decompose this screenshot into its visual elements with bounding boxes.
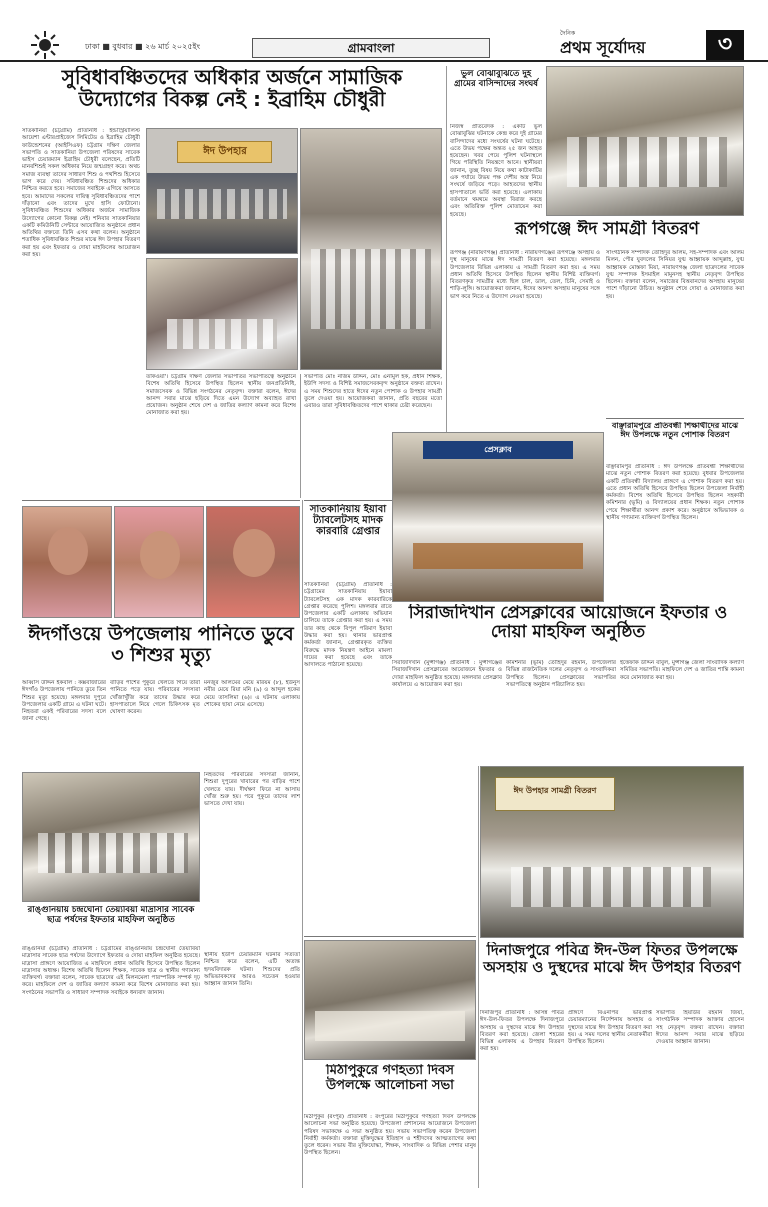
story6-col5: স্থানীয় ইউপি চেয়ারম্যান ঘটনার সত্যতা নিশ্চিত করে বলেন, এটি অত্যন্ত হৃদয়বিদারক ঘটনা। শিশুদের প্রতি অভিভাবকদের আরও সচেতন হওয়ার আহ্বান জানান তিনি। xyxy=(204,952,300,988)
photo-eid-gift-children xyxy=(146,128,298,254)
photo-dinajpur-gift-distribution xyxy=(480,766,744,938)
photo-mithapukur-meeting xyxy=(304,940,476,1060)
section-divider xyxy=(304,936,476,937)
masthead xyxy=(0,0,768,62)
headline-story5: সাতকানিয়ায় ইয়াবা ট্যাবলেটসহ মাদক কারবারি গ্রেপ্তার xyxy=(309,504,387,538)
headline-story9: মিঠাপুকুরে গণহত্যা দিবস উপলক্ষে আলোচনা সভা xyxy=(326,1064,454,1093)
page-number: ৩ xyxy=(706,30,744,60)
story5-body: সাতকানিয়া (চট্টগ্রাম) প্রতিনিধি : চট্টগ্রামের সাতকানিয়ায় ইয়াবা ট্যাবলেটসহ এক মাদক কারবারিকে গ্রেপ্তার করেছে পুলিশ। মঙ্গলবার রাতে উপজেলার একটি এলাকায় অভিযান চালিয়ে তাকে গ্রেপ্তার করা হয়। এ সময় তার কাছ থেকে বিপুল পরিমাণ ইয়াবা উদ্ধার করা হয়। থানার ভারপ্রাপ্ত কর্মকর্তা জানান, গ্রেপ্তারকৃত ব্যক্তির বিরুদ্ধে মাদক নিয়ন্ত্রণ আইনে মামলা দায়ের করা হয়েছে এবং তাকে আদালতে পাঠানো হয়েছে। xyxy=(304,582,392,669)
headline-story3: রূপগঞ্জে ঈদ সামগ্রী বিতরণ xyxy=(514,220,700,239)
headline-story8: সিরাজদিখান প্রেসক্লাবের আয়োজনে ইফতার ও দোয়া মাহফিল অনুষ্ঠিত xyxy=(408,604,728,643)
story3-col2: সাংগঠনিক সম্পাদক তৌহিদুর আলম, সহ-সম্পাদক এবং আলম মিলন, পৌর যুবদলের সিনিয়র যুগ্ম আহ্বায়ক আব্দুল্লাহ, যুগ্ম আহ্বায়ক মোস্তফা মিয়া, নারায়ণগঞ্জ জেলা ছাত্রদলের সাবেক যুগ্ম সম্পাদক ইসমাইল মামুনসহ স্থানীয় নেতৃবৃন্দ উপস্থিত ছিলেন। বক্তারা বলেন, সমাজের বিত্তবানদের অসহায় মানুষের পাশে দাঁড়ানো উচিত। অনুষ্ঠান শেষে দোয়া ও মোনাজাত করা হয়। xyxy=(606,250,744,300)
story8-col2: কমিশনার (ভূমি) তৌহিদুর রহমান, উপজেলার বিভিন্ন রাজনৈতিক দলের নেতৃবৃন্দ ও সাংবাদিকরা উপস্থিত ছিলেন। প্রেসক্লাবের সভাপতির সভাপতিত্বে অনুষ্ঠান পরিচালিত হয়। xyxy=(506,660,616,688)
story4-body: বাঞ্ছারামপুর প্রতিনিধি : ঈদ উপলক্ষে প্রতিবন্ধী শিক্ষার্থীদের মাঝে নতুন পোশাক বিতরণ করা হয়েছে। বুধবার উপজেলার একটি প্রতিবন্ধী বিদ্যালয় প্রাঙ্গণে এ পোশাক বিতরণ করা হয়। এতে প্রধান অতিথি হিসেবে উপস্থিত ছিলেন উপজেলা নির্বাহী কর্মকর্তা। বিশেষ অতিথি হিসেবে উপস্থিত ছিলেন সহকারী কমিশনার (ভূমি) ও বিদ্যালয়ের প্রধান শিক্ষক। নতুন পোশাক পেয়ে শিক্ষার্থীরা আনন্দ প্রকাশ করে। অনুষ্ঠানে অভিভাবক ও স্থানীয় গণ্যমান্য ব্যক্তিবর্গ উপস্থিত ছিলেন। xyxy=(606,464,744,522)
photo-sirajdikhan-iftar xyxy=(392,432,604,602)
story1-col3: সভাপতি মোঃ নজিম উদ্দিন, মোঃ এনামুল হক, প্রধান শিক্ষক, ইউপি সদস্য ও বিশিষ্ট সমাজসেবকবৃন্দ অনুষ্ঠানে বক্তব্য রাখেন। এ সময় শিশুদের হাতে ঈদের নতুন পোশাক ও উপহার সামগ্রী তুলে দেওয়া হয়। আয়োজকরা জানান, প্রতি বছরের মতো এবারও তারা সুবিধাবঞ্চিতদের পাশে থাকার চেষ্টা করেছেন। xyxy=(304,374,442,410)
photo-child-2 xyxy=(114,506,204,618)
headline-story1: সুবিধাবঞ্চিতদের অধিকার অর্জনে সামাজিক উদ্যোগের বিকল্প নেই : ইব্রাহিম চৌধুরী xyxy=(61,66,403,112)
press-banner-text: প্রেসক্লাব xyxy=(484,445,512,454)
story6-col2: বাড়ির পাশের পুকুরে খেলতে গিয়ে তারা পানিতে পড়ে যায়। পরিবারের সদস্যরা খোঁজাখুঁজি করে তাদের উদ্ধার করে হাসপাতালে নিয়ে গেলে চিকিৎসক মৃত ঘোষণা করেন। xyxy=(110,680,200,716)
story6-col1: আব্বাস উদ্দিন ইকবাল : কক্সবাজারের ঈদগাঁও উপজেলায় পানিতে ডুবে তিন শিশুর মৃত্যু হয়েছে। মঙ্গলবার দুপুরে উপজেলার একটি গ্রামে এ ঘটনা ঘটে। নিহতরা একই পরিবারের সদস্য বলে জানা গেছে। xyxy=(22,680,106,723)
headline-story10: দিনাজপুরে পবিত্র ঈদ-উল ফিতর উপলক্ষে অসহায় ও দুস্থদের মাঝে ঈদ উপহার বিতরণ xyxy=(483,942,741,976)
dateline: ঢাকা ■ বুধবার ■ ২৬ মার্চ ২০২৫ইং xyxy=(85,42,201,51)
story7-body: রাঙ্গুনিয়া (চট্টগ্রাম) প্রতিনিধি : চট্টগ্রামের রাঙ্গুনিয়ায় চন্দ্রঘোনা তৈয়্যবিয়া মাদ্রাসার সাবেক ছাত্র পর্ষদের উদ্যোগে ইফতার ও দোয়া মাহফিল অনুষ্ঠিত হয়েছে। মাদ্রাসা প্রাঙ্গণে আয়োজিত এ মাহফিলে প্রধান অতিথি হিসেবে উপস্থিত ছিলেন মাদ্রাসার অধ্যক্ষ। বিশেষ অতিথি ছিলেন শিক্ষক, সাবেক ছাত্র ও স্থানীয় গণ্যমান্য ব্যক্তিবর্গ। বক্তারা বলেন, সাবেক ছাত্রদের এই মিলনমেলা পারস্পরিক সম্পর্ক দৃঢ় করে। মাহফিলে দেশ ও জাতির কল্যাণ কামনা করে বিশেষ মোনাজাত করা হয়। সংগঠনের সভাপতি ও সাধারণ সম্পাদক সবাইকে ধন্যবাদ জানান। xyxy=(22,946,200,996)
story10-col2: প্রাঙ্গণে বিএনপির ভারপ্রাপ্ত চেয়ারম্যানের নির্দেশনায় অসহায় ও দুস্থদের মাঝে ঈদ উপহার বিতরণ করা হয়। এ সময় দলের স্থানীয় নেতাকর্মীরা উপস্থিত ছিলেন। xyxy=(568,1010,652,1046)
story3-col1: রূপগঞ্জ (নারায়ণগঞ্জ) প্রতিনিধি : নারায়ণগঞ্জের রূপগঞ্জে অসহায় ও দুস্থ মানুষের মাঝে ঈদ সামগ্রী বিতরণ করা হয়েছে। মঙ্গলবার উপজেলার বিভিন্ন এলাকায় এ সামগ্রী বিতরণ করা হয়। এ সময় প্রধান অতিথি হিসেবে উপস্থিত ছিলেন স্থানীয় বিশিষ্ট ব্যক্তিবর্গ। বিতরণকৃত সামগ্রীর মধ্যে ছিল চাল, ডাল, তেল, চিনি, সেমাই ও শাড়ি-লুঙ্গি। আয়োজকরা জানান, ঈদের আনন্দ অসহায় মানুষের সঙ্গে ভাগ করে নিতে এ উদ্যোগ নেওয়া হয়েছে। xyxy=(450,250,600,300)
story10-col3: সভাপতি হিয়াউর রহমান জিয়া, সাংগঠনিক সম্পাদক আক্তার হোসেন সহ নেতৃবৃন্দ বক্তব্য রাখেন। বক্তারা ঈদের আনন্দ সবার মাঝে ছড়িয়ে দেওয়ার আহ্বান জানান। xyxy=(656,1010,744,1046)
photo-child-3 xyxy=(206,506,300,618)
column-divider xyxy=(302,500,303,1188)
story8-col1: সিরাজদিখান (মুন্সীগঞ্জ) প্রতিনিধি : মুন্সীগঞ্জের সিরাজদিখান প্রেসক্লাবের আয়োজনে ইফতার ও দোয়া মাহফিল অনুষ্ঠিত হয়েছে। মঙ্গলবার প্রেসক্লাব কার্যালয়ে এ আয়োজন করা হয়। xyxy=(392,660,502,688)
section-label-box xyxy=(252,38,490,58)
headline-story6: ঈদগাঁওয়ে উপজেলায় পানিতে ডুবে ৩ শিশুর মৃত্যু xyxy=(28,624,294,667)
story8-col3: ইত্তেফাক উদ্দিন বাবুল, মুন্সীগঞ্জ জেলা সাংবাদিক কল্যাণ সমিতির সভাপতি। মাহফিলে দেশ ও জাতির শান্তি কামনা করে মোনাজাত করা হয়। xyxy=(620,660,744,681)
story1-col2: তাকওয়া'। চট্টগ্রাম দক্ষিণ জেলার সভাপতির সভাপতিত্বে অনুষ্ঠানে বিশেষ অতিথি হিসেবে উপস্থিত ছিলেন স্থানীয় জনপ্রতিনিধি, সমাজসেবক ও বিভিন্ন সংগঠনের নেতৃবৃন্দ। বক্তারা বলেন, ঈদের আনন্দ সবার মাঝে ছড়িয়ে দিতে এমন উদ্যোগ অব্যাহত রাখা প্রয়োজন। অনুষ্ঠান শেষে দেশ ও জাতির কল্যাণ কামনা করে বিশেষ মোনাজাত করা হয়। xyxy=(146,374,296,417)
story9-body: মিঠাপুকুর (রংপুর) প্রতিনিধি : রংপুরের মিঠাপুকুরে গণহত্যা দিবস উপলক্ষে আলোচনা সভা অনুষ্ঠিত হয়েছে। উপজেলা প্রশাসনের আয়োজনে উপজেলা পরিষদ সভাকক্ষে এ সভা অনুষ্ঠিত হয়। সভায় সভাপতিত্ব করেন উপজেলা নির্বাহী কর্মকর্তা। বক্তারা মুক্তিযুদ্ধের ইতিহাস ও শহীদদের আত্মত্যাগের কথা তুলে ধরেন। সভায় বীর মুক্তিযোদ্ধা, শিক্ষক, সাংবাদিক ও বিভিন্ন পেশার মানুষ উপস্থিত ছিলেন। xyxy=(304,1114,476,1157)
section-divider xyxy=(22,500,300,501)
headline-story2: ভুল বোঝাবুঝিতে দুই গ্রামের বাসিন্দাদের সংঘর্ষ xyxy=(454,70,538,89)
eid-banner-text: ঈদ উপহার xyxy=(203,146,247,157)
headline-story4: বাঞ্ছারামপুরে প্রতিবন্ধী শিক্ষার্থীদের মাঝে ঈদ উপলক্ষে নতুন পোশাক বিতরণ xyxy=(611,422,739,439)
paper-prefix: দৈনিক xyxy=(560,30,576,37)
gift-banner-text: ঈদ উপহার সামগ্রী বিতরণ xyxy=(513,786,597,795)
section-divider xyxy=(606,418,744,419)
story6-col3: মনজুর আলমের মেয়ে মরিয়ম (৮), ইউনুস নবীর মেয়ে রিয়া মনি (৯) ও আব্দুল হকের মেয়ে তাসলিমা (৬)। এ ঘটনায় এলাকায় শোকের ছায়া নেমে এসেছে। xyxy=(204,680,300,708)
photo-eid-distribution-crowd xyxy=(300,128,442,370)
story2-body: নিজস্ব প্রতিবেদক : একটি ভুল বোঝাবুঝির ঘটনাকে কেন্দ্র করে দুই গ্রামের বাসিন্দাদের মধ্যে সংঘর্ষের ঘটনা ঘটেছে। এতে উভয় পক্ষের অন্তত ২৫ জন আহত হয়েছেন। খবর পেয়ে পুলিশ ঘটনাস্থলে গিয়ে পরিস্থিতি নিয়ন্ত্রণে আনে। স্থানীয়রা জানান, তুচ্ছ বিষয় নিয়ে কথা কাটাকাটির এক পর্যায়ে উভয় পক্ষ দেশীয় অস্ত্র নিয়ে সংঘর্ষে জড়িয়ে পড়ে। আহতদের স্থানীয় হাসপাতালে ভর্তি করা হয়েছে। এলাকায় বর্তমানে থমথমে অবস্থা বিরাজ করছে এবং অতিরিক্ত পুলিশ মোতায়েন করা হয়েছে। xyxy=(450,124,542,218)
paper-name: প্রথম সূর্যোদয় xyxy=(560,38,646,57)
photo-iftar-gathering xyxy=(146,258,298,370)
section-label: গ্রামবাংলা xyxy=(347,41,395,55)
photo-rupganj-distribution xyxy=(546,66,744,216)
column-divider xyxy=(300,374,301,498)
decorative-sun-icon xyxy=(30,30,60,60)
headline-story7: রাঙ্গুনিয়ায় চন্দ্রঘোনা তৈয়্যবিয়া মাদ্রাসার সাবেক ছাত্র পর্ষদের ইফতার মাহফিল অনুষ্ঠিত xyxy=(27,906,195,925)
column-divider xyxy=(478,766,479,1188)
photo-child-1 xyxy=(22,506,112,618)
section-divider xyxy=(304,500,392,501)
story6-col4: নিহতদের পরিবারের সদস্যরা জানান, শিশুরা দুপুরের খাবারের পর বাড়ির পাশে খেলতে যায়। দীর্ঘক্ষণ ফিরে না আসায় খোঁজ শুরু হয়। পরে পুকুরে তাদের লাশ ভাসতে দেখা যায়। xyxy=(204,772,300,808)
story1-col1: সাতকানিয়া (চট্টগ্রাম) প্রতিনিধি : ইন্ডাস্ট্রিয়ালিস্ট আয়েশা এন্টারপ্রাইজেস লিমিটেড ও ইব্রাহিম চৌধুরী ফাউন্ডেশনের (আইসিএফ) চট্টগ্রাম দক্ষিণ জেলার সভাপতি ও সাতকানিয়া উপজেলা পরিষদের সাবেক ভাইস চেয়ারম্যান ইব্রাহিম চৌধুরী বলেছেন, প্রতিটি মানবশিশুই সকল অধিকার নিয়ে জন্মগ্রহণ করে। অথচ সমাজ ব্যবস্থা তাদের সাধারণ শিশু ও পথশিশু হিসেবে ভাগ করে দেয়। সবিধাবঞ্চিত শিশুদের অধিকার নিশ্চিত করতে হবে। সমাজের সবাইকে এগিয়ে আসতে হবে। আমাদের সকলের দায়িত্ব সুবিধাবঞ্চিতদের পাশে দাঁড়ানো এবং তাদের মুখে হাসি ফোটানো। সুবিধাবঞ্চিত শিশুদের অধিকার অর্জনে সামাজিক উদ্যোগের কোনো বিকল্প নেই। শনিবার সাতকানিয়ার একটি কমিউনিটি সেন্টারে আয়োজিত অনুষ্ঠানে প্রধান অতিথির বক্তব্যে তিনি এসব কথা বলেন। অনুষ্ঠানে শতাধিক সুবিধাবঞ্চিত শিশুর মাঝে ঈদ উপহার বিতরণ করা হয় এবং ইফতার ও দোয়া মাহফিলের আয়োজন করা হয়। xyxy=(22,128,140,259)
photo-rangunia-iftar xyxy=(22,772,200,902)
story10-col1: দিনাজপুর প্রতিনিধি : আসন্ন পবিত্র ঈদ-উল-ফিতর উপলক্ষে দিনাজপুরে অসহায় ও দুস্থদের মাঝে ঈদ উপহার বিতরণ করা হয়েছে। জেলা শহরের বিভিন্ন এলাকায় এ উপহার বিতরণ করা হয়। xyxy=(480,1010,564,1053)
